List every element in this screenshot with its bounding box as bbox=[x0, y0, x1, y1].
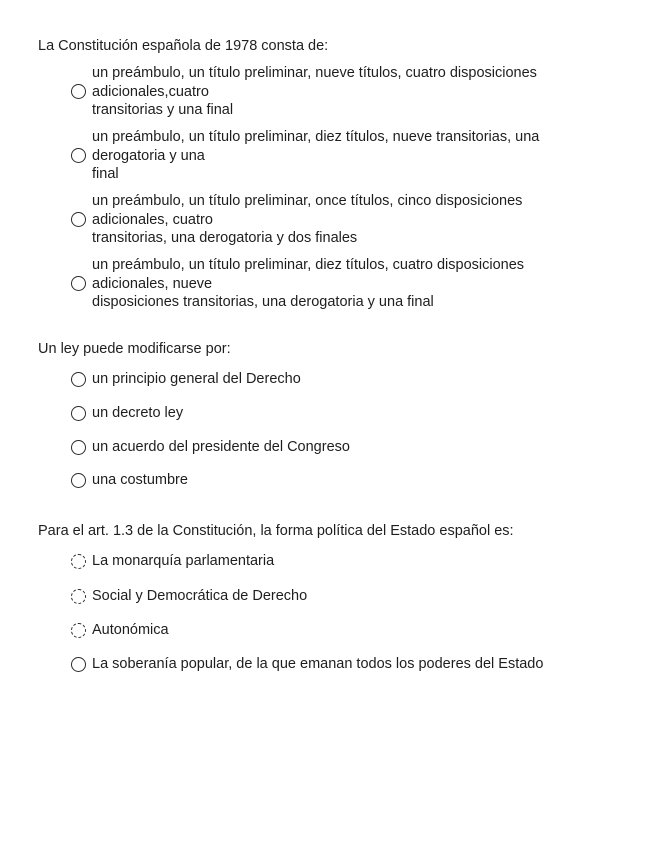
question-3-option-3[interactable] bbox=[71, 621, 631, 640]
question-2-option-4[interactable] bbox=[71, 471, 631, 490]
option-label: un acuerdo del presidente del Congreso bbox=[92, 439, 350, 455]
radio-button[interactable] bbox=[71, 372, 86, 387]
radio-button[interactable] bbox=[71, 148, 86, 163]
radio-button[interactable] bbox=[71, 623, 86, 638]
option-label: un principio general del Derecho bbox=[92, 371, 301, 387]
question-1-option-2[interactable] bbox=[71, 128, 631, 184]
option-label: un decreto ley bbox=[92, 405, 184, 421]
option-label: La monarquía parlamentaria bbox=[92, 553, 275, 569]
question-3-text: Para el art. 1.3 de la Constitución, la forma política del Estado español es: bbox=[38, 523, 514, 539]
radio-button[interactable] bbox=[71, 212, 86, 227]
question-1-option-1[interactable] bbox=[71, 64, 631, 120]
option-label: un preámbulo, un título preliminar, diez títulos, cuatro disposiciones adicionales, nueve disposiciones transitorias, una derogatoria y una final bbox=[92, 257, 525, 310]
option-label: un preámbulo, un título preliminar, once títulos, cinco disposiciones adicionales, cuatro transitorias, una derogatoria y dos finales bbox=[92, 193, 523, 246]
option-label: La soberanía popular, de la que emanan todos los poderes del Estado bbox=[92, 656, 544, 672]
radio-button[interactable] bbox=[71, 473, 86, 488]
radio-button[interactable] bbox=[71, 440, 86, 455]
option-label: Autonómica bbox=[92, 622, 169, 638]
question-2 bbox=[38, 340, 628, 488]
question-2-option-3[interactable] bbox=[71, 438, 631, 457]
radio-button[interactable] bbox=[71, 406, 86, 421]
radio-button[interactable] bbox=[71, 589, 86, 604]
radio-button[interactable] bbox=[71, 276, 86, 291]
option-label: Social y Democrática de Derecho bbox=[92, 588, 308, 604]
question-3-option-2[interactable] bbox=[71, 587, 631, 606]
question-2-option-1[interactable] bbox=[71, 370, 631, 389]
question-1-option-4[interactable] bbox=[71, 256, 631, 312]
radio-button[interactable] bbox=[71, 657, 86, 672]
question-1 bbox=[38, 37, 628, 310]
question-3 bbox=[38, 522, 628, 672]
question-3-option-1[interactable] bbox=[71, 552, 631, 571]
question-1-option-3[interactable] bbox=[71, 192, 631, 248]
radio-button[interactable] bbox=[71, 554, 86, 569]
question-3-option-4[interactable] bbox=[71, 655, 631, 674]
radio-button[interactable] bbox=[71, 84, 86, 99]
question-2-option-2[interactable] bbox=[71, 404, 631, 423]
option-label: una costumbre bbox=[92, 472, 188, 488]
option-label: un preámbulo, un título preliminar, nueve títulos, cuatro disposiciones adicionales,cuatro transitorias y una final bbox=[92, 65, 537, 118]
question-1-text: La Constitución española de 1978 consta de: bbox=[38, 38, 329, 54]
question-2-text: Un ley puede modificarse por: bbox=[38, 341, 231, 357]
option-label: un preámbulo, un título preliminar, diez títulos, nueve transitorias, una derogatoria y una final bbox=[92, 129, 540, 182]
